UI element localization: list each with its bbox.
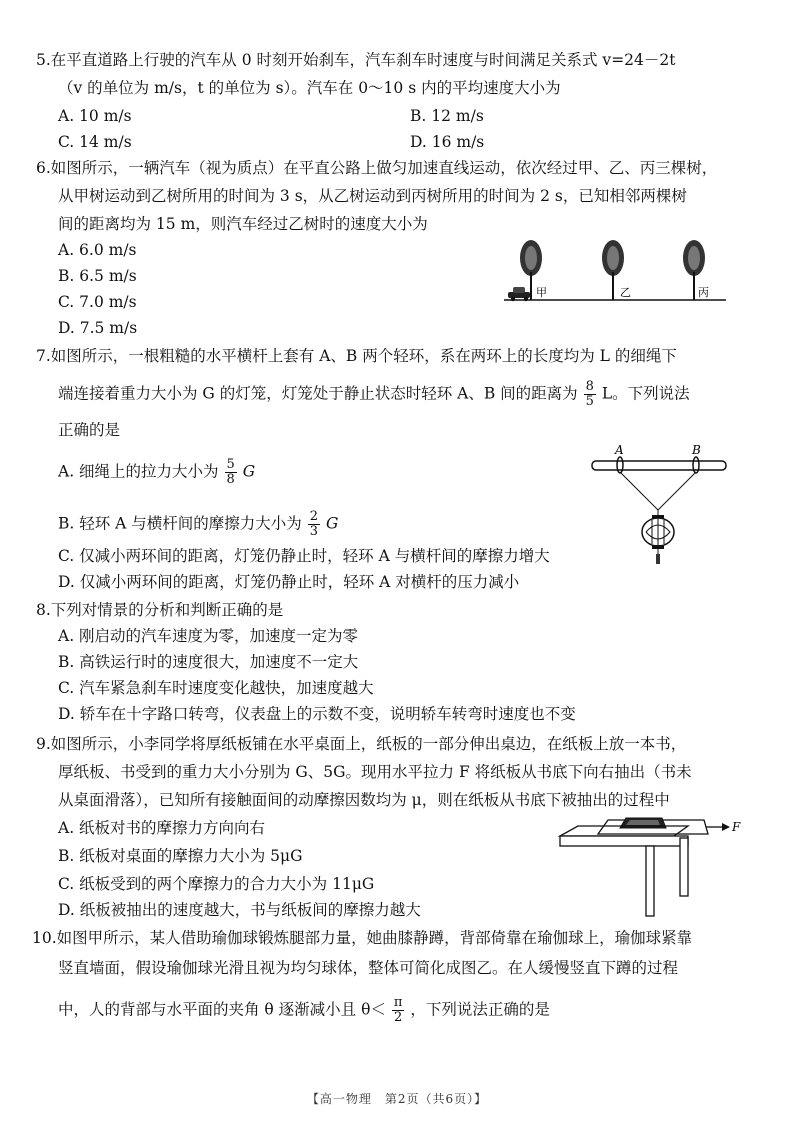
lantern-figure bbox=[590, 444, 730, 570]
q5-line2: （v 的单位为 m/s，t 的单位为 s）。汽车在 0～10 s 内的平均速度大小为 bbox=[58, 79, 561, 97]
q6-option-c: C. 7.0 m/s bbox=[58, 293, 137, 311]
q6-line2: 从甲树运动到乙树所用的时间为 3 s，从乙树运动到丙树所用的时间为 2 s，已知相邻两棵树 bbox=[58, 187, 687, 205]
q5-option-d: D. 16 m/s bbox=[410, 133, 485, 151]
q9-option-c: C. 纸板受到的两个摩擦力的合力大小为 11μG bbox=[58, 875, 375, 893]
horizontal-rod bbox=[592, 461, 726, 470]
ring-label-a: A bbox=[615, 444, 624, 457]
tree-label-2: 乙 bbox=[620, 286, 631, 299]
q5-option-a: A. 10 m/s bbox=[58, 107, 132, 125]
q6-option-a: A. 6.0 m/s bbox=[58, 241, 137, 259]
q9-line3: 从桌面滑落），已知所有接触面间的动摩擦因数均为 μ，则在纸板从书底下被抽出的过程中 bbox=[58, 791, 670, 809]
q10-line1: 10.如图甲所示，某人借助瑜伽球锻炼腿部力量，她曲膝静蹲，背部倚靠在瑜伽球上，瑜伽球紧靠 bbox=[32, 929, 693, 947]
q7-option-a: A. 细绳上的拉力大小为 $\frac{5}{8}$ G bbox=[58, 457, 256, 487]
q9-option-a: A. 纸板对书的摩擦力方向向右 bbox=[58, 819, 266, 837]
q7-line2-text: 端连接着重力大小为 G 的灯笼，灯笼处于静止状态时轻环 A、B 间的距离为 bbox=[58, 384, 578, 403]
q8-option-a: A. 刚启动的汽车速度为零，加速度一定为零 bbox=[58, 627, 359, 645]
q10-fraction-pi-2: $\frac{\pi}{2}$ bbox=[393, 995, 403, 1025]
q9-line1: 9.如图所示，小李同学将厚纸板铺在水平桌面上，纸板的一部分伸出桌边，在纸板上放一本书， bbox=[36, 735, 687, 753]
q6-line1: 6.如图所示，一辆汽车（视为质点）在平直公路上做匀加速直线运动，依次经过甲、乙、丙三棵树， bbox=[36, 159, 718, 177]
q10-line3: 中，人的背部与水平面的夹角 θ 逐渐减小且 θ＜ $\frac{\pi}{2}$ ，下列说法正确的是 bbox=[58, 995, 550, 1025]
q6-option-d: D. 7.5 m/s bbox=[58, 319, 138, 337]
q7-line1: 7.如图所示，一根粗糙的水平横杆上套有 A、B 两个轻环，系在两环上的长度均为 L 的细绳下 bbox=[36, 347, 677, 365]
tree-label-1: 甲 bbox=[536, 286, 547, 299]
q7-line2 bbox=[58, 380, 690, 409]
q7-option-d: D. 仅减小两环间的距离，灯笼仍静止时，轻环 A 对横杆的压力减小 bbox=[58, 573, 520, 591]
q8-option-b: B. 高铁运行时的速度很大，加速度不一定大 bbox=[58, 653, 359, 671]
q9-option-d: D. 纸板被抽出的速度越大，书与纸板间的摩擦力越大 bbox=[58, 901, 421, 919]
q8-line1: 8.下列对情景的分析和判断正确的是 bbox=[36, 601, 284, 619]
q8-option-c: C. 汽车紧急刹车时速度变化越快，加速度越大 bbox=[58, 679, 374, 697]
tree-label-3: 丙 bbox=[698, 286, 709, 299]
q9-line2: 厚纸板、书受到的重力大小分别为 G、5G。现用水平拉力 F 将纸板从书底下向右抽出（书未 bbox=[58, 763, 692, 781]
q7-option-b: B. 轻环 A 与横杆间的摩擦力大小为 $\frac{2}{3}$ G bbox=[58, 509, 339, 539]
lantern-icon bbox=[642, 515, 674, 564]
q5-line1: 5.在平直道路上行驶的汽车从 0 时刻开始刹车，汽车刹车时速度与时间满足关系式 v=24－2t bbox=[36, 51, 676, 69]
table-book-figure bbox=[556, 808, 742, 920]
force-label: F bbox=[732, 820, 741, 834]
q10-line2: 竖直墙面，假设瑜伽球光滑且视为均匀球体，整体可简化成图乙。在人缓慢竖直下蹲的过程 bbox=[58, 959, 679, 977]
car-icon bbox=[508, 287, 530, 301]
q6-line3: 间的距离均为 15 m，则汽车经过乙树时的速度大小为 bbox=[58, 215, 428, 233]
q8-option-d: D. 轿车在十字路口转弯，仪表盘上的示数不变，说明轿车转弯时速度也不变 bbox=[58, 705, 576, 723]
q5-option-c: C. 14 m/s bbox=[58, 133, 132, 151]
q7-line2-tail: L。下列说法 bbox=[601, 384, 690, 403]
tabletop bbox=[560, 836, 688, 846]
q6-option-b: B. 6.5 m/s bbox=[58, 267, 137, 285]
ring-label-b: B bbox=[692, 444, 701, 457]
q5-option-b: B. 12 m/s bbox=[410, 107, 484, 125]
q7-option-c: C. 仅减小两环间的距离，灯笼仍静止时，轻环 A 与横杆间的摩擦力增大 bbox=[58, 547, 550, 565]
q7-fraction-8-5: $\frac{8}{5}$ bbox=[585, 379, 594, 409]
q7-fraction-2-3: $\frac{2}{3}$ bbox=[309, 509, 319, 539]
trees-road-figure bbox=[500, 232, 730, 306]
q9-option-b: B. 纸板对桌面的摩擦力大小为 5μG bbox=[58, 847, 303, 865]
q7-fraction-5-8: $\frac{5}{8}$ bbox=[226, 457, 235, 487]
page-footer: 【高一物理 第2页（共6页）】 bbox=[306, 1092, 488, 1106]
q7-line3: 正确的是 bbox=[58, 421, 121, 439]
